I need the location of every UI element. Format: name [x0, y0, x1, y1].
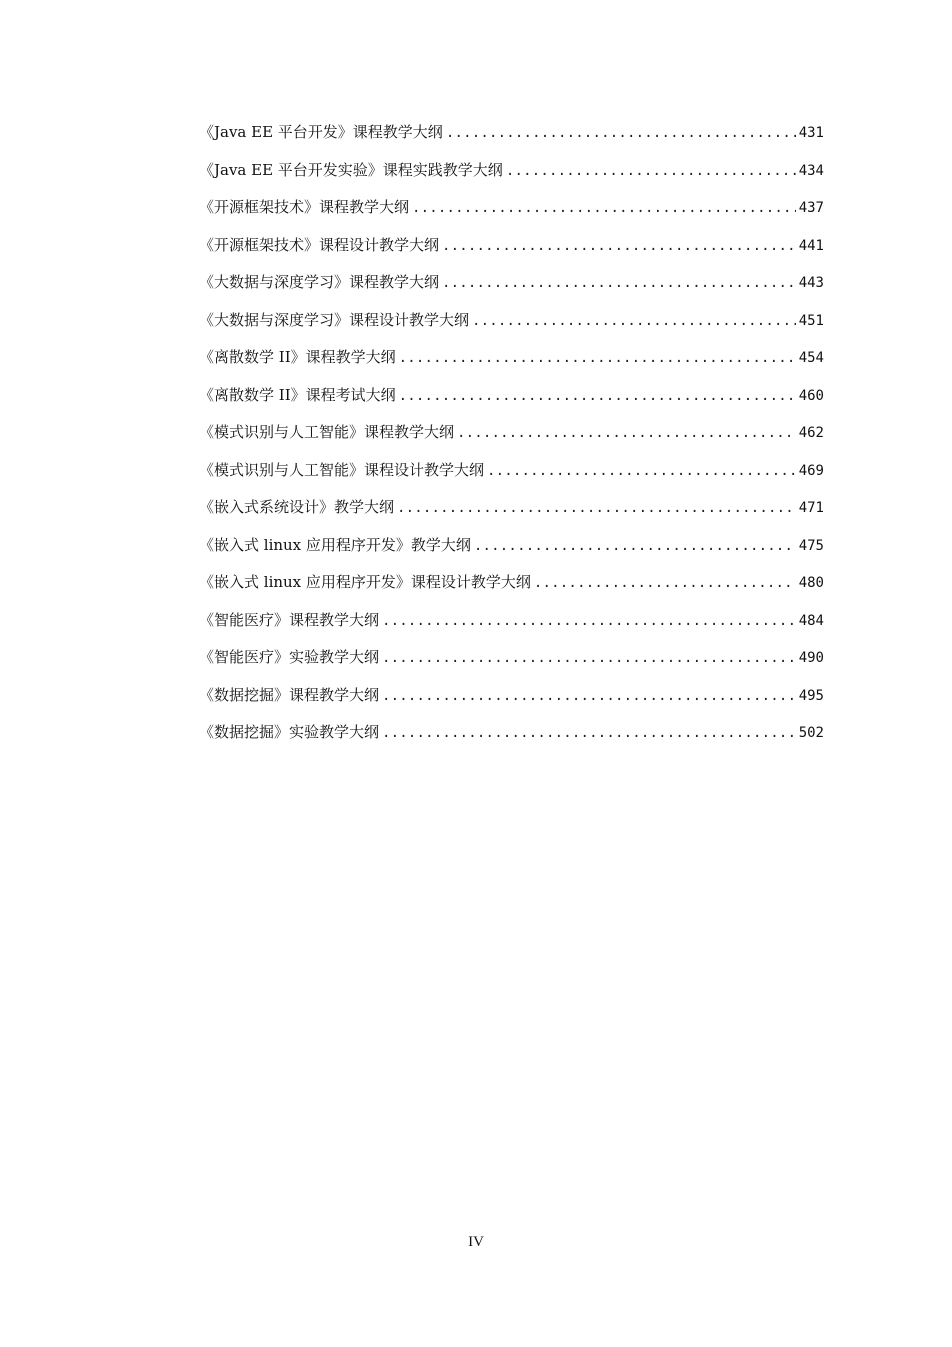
dot-leader: [382, 686, 796, 706]
dot-leader: [382, 648, 796, 668]
toc-entry-title: 《大数据与深度学习》课程设计教学大纲: [199, 310, 470, 329]
toc-entry-page: 495: [798, 687, 824, 704]
toc-entry-title: 《大数据与深度学习》课程教学大纲: [199, 273, 440, 291]
toc-entry-title: 《离散数学 II》课程教学大纲: [199, 348, 396, 366]
toc-entry[interactable]: [199, 422, 824, 460]
toc-entry-page: 451: [798, 312, 824, 329]
toc-entry-title: 《开源框架技术》课程设计教学大纲: [199, 235, 440, 254]
toc-entry[interactable]: [199, 385, 824, 423]
toc-entry[interactable]: [199, 610, 824, 648]
dot-leader: [382, 723, 796, 743]
toc-entry-title: 《离散数学 II》课程考试大纲: [199, 385, 396, 404]
toc-entry-title: 《智能医疗》实验教学大纲: [199, 648, 380, 666]
toc-entry[interactable]: [199, 160, 824, 198]
toc-entry-title: 《嵌入式系统设计》教学大纲: [199, 498, 395, 516]
toc-entry-title: 《模式识别与人工智能》课程设计教学大纲: [199, 460, 485, 479]
toc-entry[interactable]: [199, 722, 824, 760]
toc-entry[interactable]: [199, 572, 824, 610]
toc-entry[interactable]: [199, 197, 824, 235]
toc-entry[interactable]: [199, 235, 824, 273]
dot-leader: [534, 573, 796, 593]
dot-leader: [446, 123, 796, 143]
toc-entry[interactable]: [199, 122, 824, 160]
toc-entry-page: 484: [798, 612, 824, 629]
toc-entry-title: 《智能医疗》课程教学大纲: [199, 610, 380, 629]
dot-leader: [506, 161, 796, 181]
dot-leader: [474, 536, 796, 556]
toc-entry-page: 443: [798, 275, 824, 291]
toc-entry-title: 《数据挖掘》实验教学大纲: [199, 723, 380, 741]
toc-entry-page: 471: [798, 500, 824, 516]
dot-leader: [442, 236, 796, 256]
dot-leader: [487, 461, 796, 481]
toc-entry-title: 《嵌入式 linux 应用程序开发》课程设计教学大纲: [199, 573, 531, 591]
table-of-contents: [199, 122, 824, 760]
toc-entry[interactable]: [199, 497, 824, 535]
toc-entry-page: 490: [798, 650, 824, 666]
toc-entry-title: 《Java EE 平台开发实验》课程实践教学大纲: [199, 160, 503, 179]
toc-entry-title: 《开源框架技术》课程教学大纲: [199, 198, 410, 216]
page-number: IV: [468, 1234, 484, 1250]
toc-entry-page: 480: [798, 575, 824, 591]
toc-entry-page: 502: [798, 725, 824, 741]
dot-leader: [382, 611, 796, 631]
dot-leader: [399, 348, 796, 368]
toc-entry[interactable]: [199, 310, 824, 348]
toc-entry[interactable]: [199, 272, 824, 310]
toc-entry[interactable]: [199, 685, 824, 723]
toc-entry[interactable]: [199, 535, 824, 573]
dot-leader: [412, 198, 796, 218]
toc-entry-title: 《模式识别与人工智能》课程教学大纲: [199, 423, 455, 441]
toc-entry-page: 462: [798, 425, 824, 441]
toc-entry-page: 454: [798, 350, 824, 366]
dot-leader: [457, 423, 796, 443]
toc-entry-title: 《Java EE 平台开发》课程教学大纲: [199, 123, 443, 141]
toc-entry-page: 441: [798, 237, 824, 254]
dot-leader: [472, 311, 796, 331]
toc-entry-page: 431: [798, 125, 824, 141]
toc-entry-page: 437: [798, 200, 824, 216]
toc-entry[interactable]: [199, 347, 824, 385]
toc-entry[interactable]: [199, 647, 824, 685]
toc-entry[interactable]: [199, 460, 824, 498]
dot-leader: [442, 273, 796, 293]
toc-entry-title: 《嵌入式 linux 应用程序开发》教学大纲: [199, 535, 471, 554]
toc-entry-page: 469: [798, 462, 824, 479]
toc-entry-title: 《数据挖掘》课程教学大纲: [199, 685, 380, 704]
dot-leader: [397, 498, 796, 518]
dot-leader: [399, 386, 796, 406]
toc-entry-page: 434: [798, 162, 824, 179]
toc-entry-page: 475: [798, 537, 824, 554]
toc-entry-page: 460: [798, 387, 824, 404]
